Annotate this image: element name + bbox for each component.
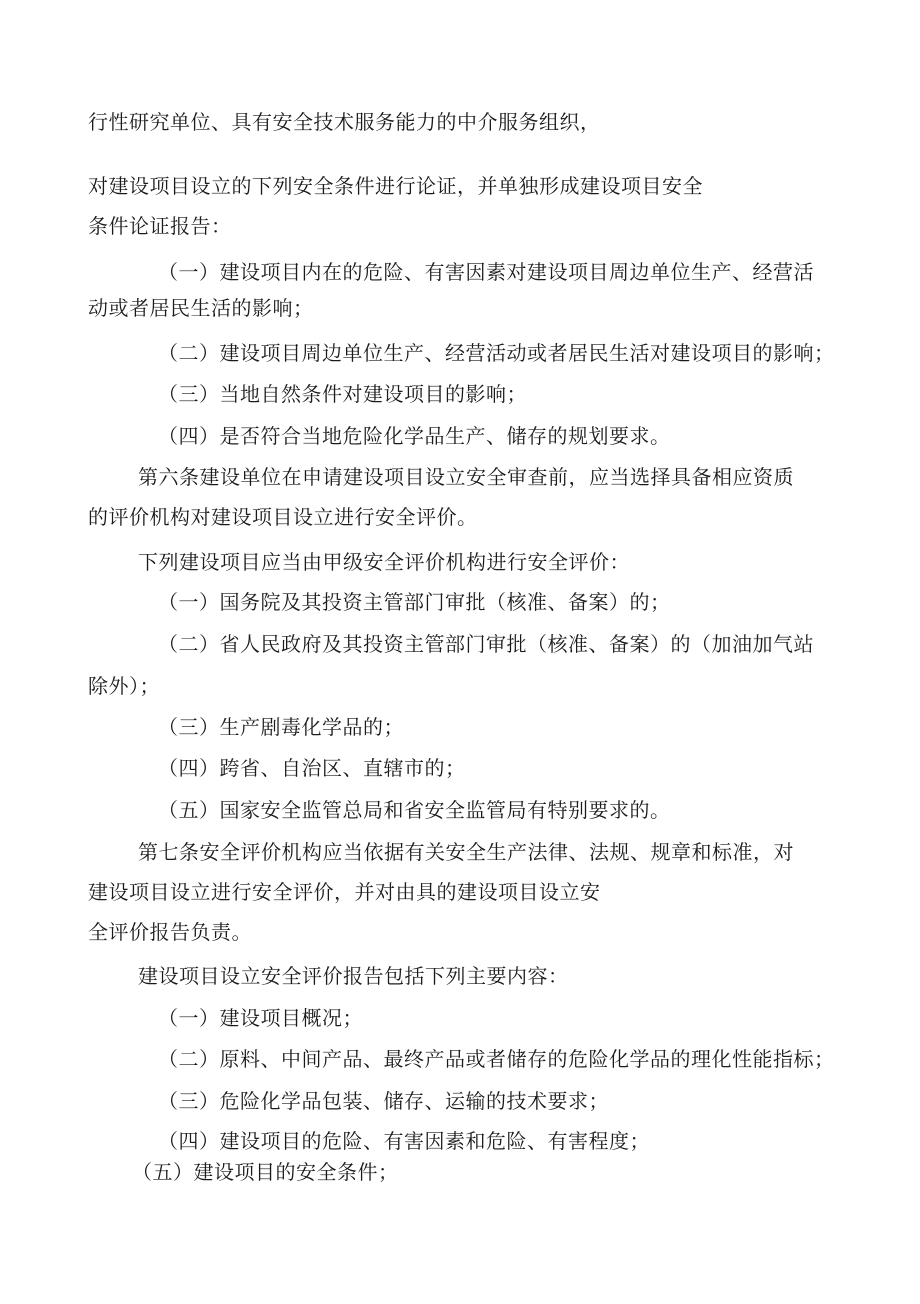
text-line-11: 下列建设项目应当由甲级安全评价机构进行安全评价： <box>138 550 630 574</box>
text-line-23: （二）原料、中间产品、最终产品或者储存的危险化学品的理化性能指标； <box>158 1047 835 1071</box>
text-line-8: （四）是否符合当地危险化学品生产、储存的规划要求。 <box>158 424 671 448</box>
text-line-18: 第七条安全评价机构应当依据有关安全生产法律、法规、规章和标准，对 <box>138 840 794 864</box>
text-line-25: （四）建设项目的危险、有害因素和危险、有害程度； <box>158 1129 650 1153</box>
text-line-3: 条件论证报告： <box>88 214 232 238</box>
text-line-13: （二）省人民政府及其投资主管部门审批（核准、备案）的（加油加气站 <box>158 632 814 656</box>
text-line-7: （三）当地自然条件对建设项目的影响； <box>158 382 527 406</box>
text-line-16: （四）跨省、自治区、直辖市的； <box>158 756 466 780</box>
text-line-1: 行性研究单位、具有安全技术服务能力的中介服务组织， <box>88 110 601 134</box>
text-line-15: （三）生产剧毒化学品的； <box>158 715 404 739</box>
text-line-17: （五）国家安全监管总局和省安全监管局有特别要求的。 <box>158 798 671 822</box>
text-line-24: （三）危险化学品包装、储存、运输的技术要求； <box>158 1089 609 1113</box>
text-line-21: 建设项目设立安全评价报告包括下列主要内容： <box>138 964 569 988</box>
text-line-14: 除外）； <box>88 674 160 698</box>
text-line-5: 动或者居民生活的影响； <box>88 296 314 320</box>
text-line-4: （一）建设项目内在的危险、有害因素对建设项目周边单位生产、经营活 <box>158 260 814 284</box>
text-line-10: 的评价机构对建设项目设立进行安全评价。 <box>88 505 478 529</box>
text-line-2: 对建设项目设立的下列安全条件进行论证，并单独形成建设项目安全 <box>88 174 703 198</box>
text-line-22: （一）建设项目概况； <box>158 1006 363 1030</box>
text-line-20: 全评价报告负责。 <box>88 920 252 944</box>
text-line-19: 建设项目设立进行安全评价，并对由具的建设项目设立安 <box>88 880 601 904</box>
text-line-26: （五）建设项目的安全条件； <box>132 1160 399 1184</box>
text-line-6: （二）建设项目周边单位生产、经营活动或者居民生活对建设项目的影响； <box>158 341 835 365</box>
text-line-12: （一）国务院及其投资主管部门审批（核准、备案）的； <box>158 590 671 614</box>
text-line-9: 第六条建设单位在申请建设项目设立安全审查前，应当选择具备相应资质 <box>138 465 794 489</box>
